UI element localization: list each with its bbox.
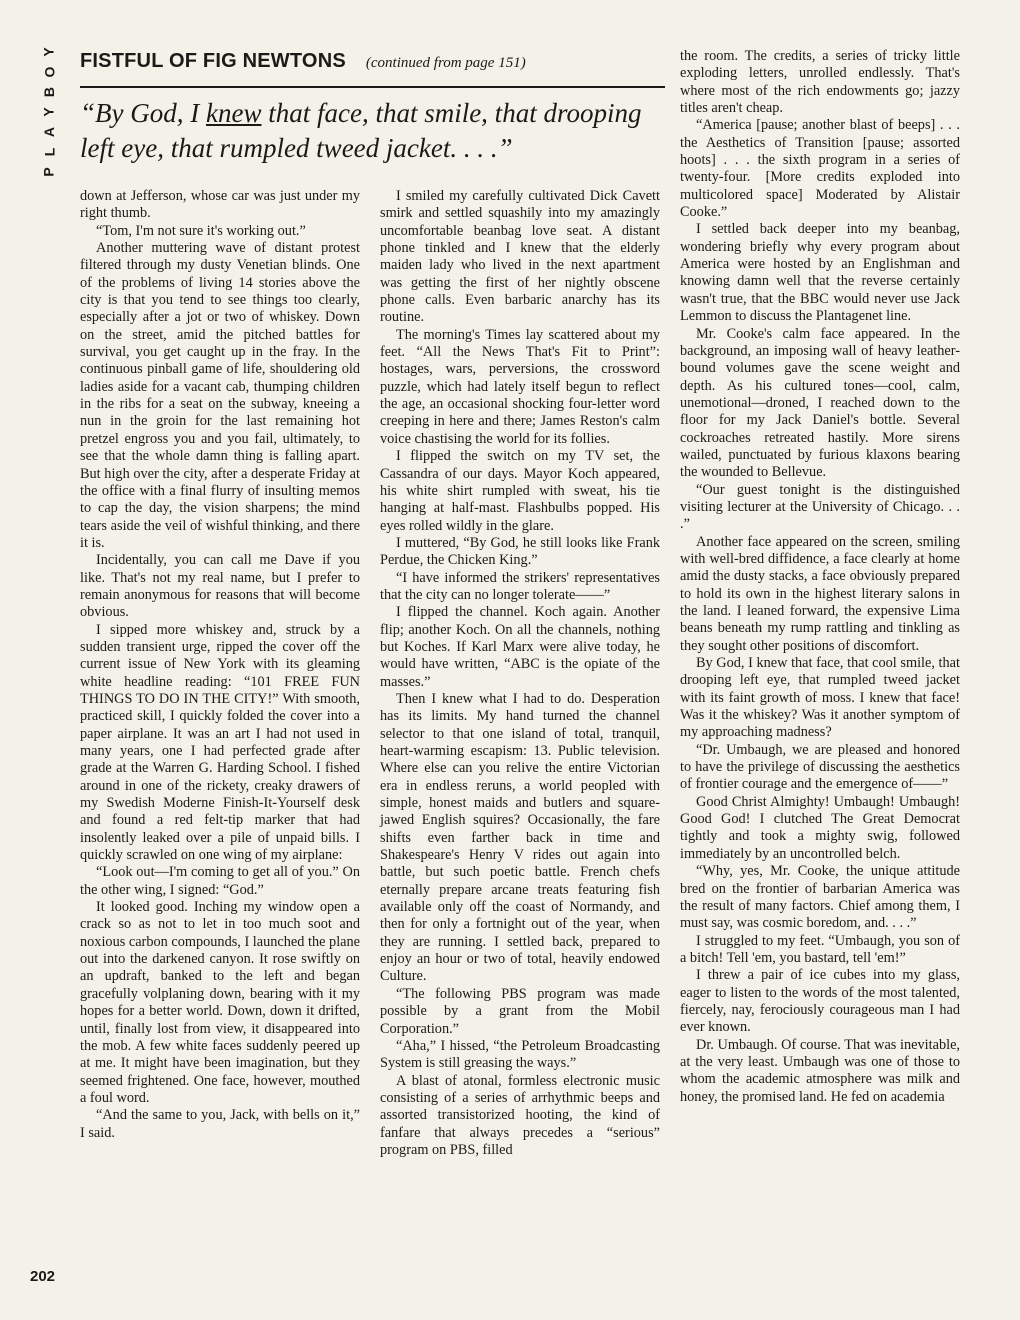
paragraph: Another face appeared on the screen, smiling with well-bred diffidence, a face clearly at home amid the dusty stacks, a face obviously prepared to hold its own in the highest literary salons in the land. I leaned forward, the expensive Lima beans beneath my rump rattling and tinkling as they sought other positions of discomfort. — [680, 533, 960, 654]
paragraph: It looked good. Inching my window open a crack so as not to let in too much soot and noxious carbon compounds, I launched the plane out into the darkened canyon. It rose swiftly on an updraft, banked to the left and began gracefully volplaning down, bearing with it my hopes for a better world. Down, down it drifted, until, finally lost from view, it disappeared into the mob. A few white faces suddenly peered up at me. It might have been imagination, but they seemed frightened. One face, however, mouthed a foul word. — [80, 899, 360, 1106]
header-rule — [80, 86, 665, 88]
text-column-1 — [80, 188, 360, 1142]
paragraph: “I have informed the strikers' representatives that the city can no longer tolerate——” — [380, 569, 660, 603]
article-header — [80, 50, 665, 73]
logo-letter: A — [41, 126, 57, 138]
paragraph: “America [pause; another blast of beeps] . . . the Aesthetics of Transition [pause; assorted hoots] . . . the sixth program in a series of twenty-four. [More credits exploded into multicolored space] Moderated by Alistair Cooke.” — [680, 117, 960, 221]
paragraph: “Look out—I'm coming to get all of you.” On the other wing, I signed: “God.” — [80, 864, 360, 898]
logo-letter: L — [41, 147, 57, 157]
paragraph: I settled back deeper into my beanbag, wondering briefly why every program about America were hosted by an Englishman and knowing damn well that the reverse certainly wasn't true, that the BBC would never use Jack Lemmon to discuss the Plantagenet line. — [680, 221, 960, 325]
page-number: 202 — [30, 1268, 56, 1285]
paragraph: the room. The credits, a series of tricky little exploding letters, unrolled endlessly. That's where most of the rich endowments go; jazzy titles aren't cheap. — [680, 48, 960, 117]
logo-letter: O — [40, 66, 57, 78]
paragraph: Incidentally, you can call me Dave if you like. That's not my real name, but I prefer to remain anonymous for reasons that will become obvious. — [80, 552, 360, 621]
logo-letter: Y — [41, 47, 57, 57]
paragraph: “Tom, I'm not sure it's working out.” — [96, 222, 306, 239]
paragraph: I struggled to my feet. “Umbaugh, you son of a bitch! Tell 'em, you bastard, tell 'em!” — [680, 932, 960, 966]
paragraph: Another muttering wave of distant protest filtered through my dusty Venetian blinds. One of the problems of living 14 stories above the city is that you tend to see things too clearly, especially after a jot or two of whiskey. Down on the street, amid the pitched battles for survival, you get caught up in the fray. In the continuous pinball game of life, shouldering old ladies aside for a vacant cab, thumping children in the ribs for a seat on the subway, kneeing a nun in the groin for the last remaining hot pretzel engross you and you fail, ultimately, to see that the whole damn thing is falling apart. But high over the city, after a desperate Friday at the office with a final flurry of insulting memos to cap the day, the vision sharpens; the mind tears aside the veil of wishful thinking, and there it is. — [80, 240, 360, 551]
paragraph: By God, I knew that face, that cool smile, that drooping left eye, that rumpled tweed jacket with its faint growth of moss. I knew that face! Was it the whiskey? Was it another symptom of my approaching madness? — [680, 655, 960, 741]
pull-quote-before: “By God, I — [80, 98, 206, 128]
pull-quote-emphasis: knew — [205, 98, 262, 128]
paragraph: “Why, yes, Mr. Cooke, the unique attitude bred on the frontier of barbarian America was the result of many factors. Chief among them, I must say, was cosmic boredom, and. . . .” — [680, 863, 960, 932]
paragraph: I sipped more whiskey and, struck by a sudden transient urge, ripped the cover off the current issue of New York with its gleaming white headline reading: “101 FREE FUN THINGS TO DO IN THE CITY!” With smooth, practiced skill, I quickly folded the cover into a paper airplane. It was an art I had not used in many years, one I had perfected grade after grade at the Warren G. Harding School. I fished around in one of the rickety, creaky drawers of my Swedish Moderne Finish-It-Yourself desk and found a red felt-tip marker that had insolently leaked over a pile of unpaid bills. I quickly scrawled on one wing of my airplane: — [80, 621, 360, 864]
pull-quote-after: that face, that smile, that drooping left eye, that rumpled tweed jacket. . . .” — [80, 98, 642, 163]
paragraph: Good Christ Almighty! Umbaugh! Umbaugh! Good God! I clutched The Great Democrat tightly and took a mighty swig, followed immediately by an uncontrolled belch. — [680, 793, 960, 862]
article-title: FISTFUL OF FIG NEWTONS — [80, 50, 346, 72]
paragraph: Mr. Cooke's calm face appeared. In the background, an imposing wall of heavy leather-bound volumes gave the scene weight and depth. As his cultured tones—cool, calm, unemotional—droned, I reached down to the floor for my Jack Daniel's bottle. Several cockroaches retreated hastily. More sirens wailed, punctuated by furious klaxons bearing the wounded to Bellevue. — [680, 325, 960, 481]
paragraph: I flipped the switch on my TV set, the Cassandra of our days. Mayor Koch appeared, his white shirt rumpled with sweat, his tie hanging at half-mast. Flashbulbs popped. His eyes rolled wildly in the glare. — [380, 448, 660, 534]
paragraph: The morning's Times lay scattered about my feet. “All the News That's Fit to Print”: hostages, wars, perversions, the crossword puzzle, which had lately itself begun to reflect the age, an occasional shocking four-letter word creeping in here and there; James Reston's calm voice chastising the world for its follies. — [380, 326, 660, 447]
paragraph: I muttered, “By God, he still looks like Frank Perdue, the Chicken King.” — [380, 534, 660, 569]
logo-letter: Y — [41, 107, 57, 117]
paragraph: “Aha,” I hissed, “the Petroleum Broadcasting System is still greasing the ways.” — [380, 1037, 660, 1072]
paragraph: Then I knew what I had to do. Desperation has its limits. My hand turned the channel selector to that one island of total, tranquil, heart-warming escapism: 13. Public television. Where else can you relive the entire Victorian era in endless reruns, a world peopled with simple, honest maids and butlers and square-jawed English squires? Occasionally, the fare shifts even farther back in time and Shakespeare's Henry V rides out again into battle, but such poetic battle. French chefs eternally prepare arcane treats featuring fish available only off the coast of Normandy, and then for only a fortnight out of the year, when they are running. I settled back, prepared to enjoy an hour or two of total, heavily endowed Culture. — [380, 690, 660, 985]
paragraph: “And the same to you, Jack, with bells on it,” I said. — [80, 1107, 360, 1141]
paragraph: “Dr. Umbaugh, we are pleased and honored to have the privilege of discussing the aesthetics of frontier courage and the emergence of——” — [680, 741, 960, 793]
continued-note: (continued from page 151) — [365, 55, 526, 71]
paragraph: “Our guest tonight is the distinguished visiting lecturer at the University of Chicago. . . .” — [680, 481, 960, 533]
paragraph: “The following PBS program was made possible by a grant from the Mobil Corporation.” — [380, 985, 660, 1037]
pull-quote — [80, 96, 680, 166]
paragraph: I threw a pair of ice cubes into my glass, eager to listen to the words of the most talented, fiercely, nay, ferociously courageous man I had ever known. — [680, 967, 960, 1036]
logo-letter: B — [41, 86, 57, 98]
paragraph: I smiled my carefully cultivated Dick Cavett smirk and settled squashily into my amazingly uncomfortable beanbag love seat. A distant phone tinkled and I knew that the elderly maiden lady who lived in the next apartment was getting the first of her nightly obscene phone calls. Even barbaric anarchy has its routine. — [380, 188, 660, 326]
paragraph: Dr. Umbaugh. Of course. That was inevitable, at the very least. Umbaugh was one of those to whom the academic atmosphere was milk and honey, the promised land. He fed on academia — [680, 1036, 960, 1105]
paragraph: down at Jefferson, whose car was just under my right thumb. — [80, 188, 360, 222]
text-column-2 — [380, 188, 660, 1159]
logo-letter: P — [41, 167, 57, 177]
text-column-3 — [680, 48, 960, 1106]
paragraph: I flipped the channel. Koch again. Another flip; another Koch. On all the channels, nothing but Koches. If Karl Marx were alive today, he would have written, “ABC is the opiate of the masses.” — [380, 604, 660, 690]
magazine-logo-vertical — [38, 42, 60, 182]
paragraph: A blast of atonal, formless electronic music consisting of a series of arrhythmic beeps and assorted transistorized hooting, the kind of fanfare that always precedes a “serious” program on PBS, filled — [380, 1072, 660, 1158]
